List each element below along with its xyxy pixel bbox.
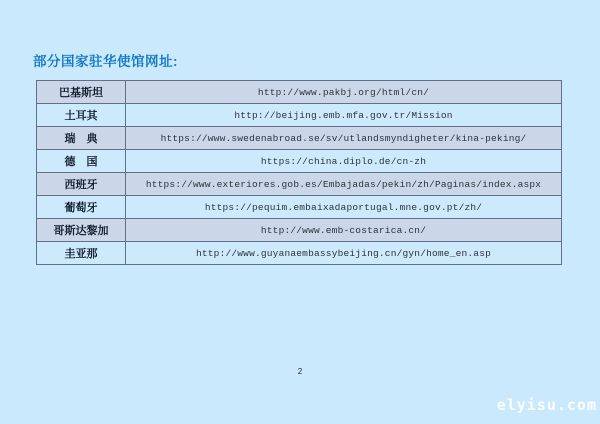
table-row xyxy=(37,81,562,104)
country-cell: 瑞 典 xyxy=(37,127,126,150)
table-row xyxy=(37,104,562,127)
country-cell: 西班牙 xyxy=(37,173,126,196)
url-cell[interactable]: http://www.emb-costarica.cn/ xyxy=(126,219,562,242)
embassy-table xyxy=(36,80,562,265)
url-cell[interactable]: https://pequim.embaixadaportugal.mne.gov.pt/zh/ xyxy=(126,196,562,219)
country-cell: 土耳其 xyxy=(37,104,126,127)
url-cell[interactable]: http://beijing.emb.mfa.gov.tr/Mission xyxy=(126,104,562,127)
country-cell: 圭亚那 xyxy=(37,242,126,265)
country-cell: 哥斯达黎加 xyxy=(37,219,126,242)
url-cell[interactable]: http://www.pakbj.org/html/cn/ xyxy=(126,81,562,104)
table-row xyxy=(37,219,562,242)
table-row xyxy=(37,173,562,196)
table-row xyxy=(37,242,562,265)
page-number: 2 xyxy=(297,367,303,376)
table-row xyxy=(37,127,562,150)
table-row xyxy=(37,150,562,173)
watermark: elyisu.com xyxy=(496,396,597,414)
table-row xyxy=(37,196,562,219)
url-cell[interactable]: https://www.swedenabroad.se/sv/utlandsmyndigheter/kina-peking/ xyxy=(126,127,562,150)
country-cell: 德 国 xyxy=(37,150,126,173)
url-cell[interactable]: https://china.diplo.de/cn-zh xyxy=(126,150,562,173)
country-cell: 葡萄牙 xyxy=(37,196,126,219)
url-cell[interactable]: http://www.guyanaembassybeijing.cn/gyn/home_en.asp xyxy=(126,242,562,265)
page-title: 部分国家驻华使馆网址: xyxy=(33,54,178,69)
country-cell: 巴基斯坦 xyxy=(37,81,126,104)
url-cell[interactable]: https://www.exteriores.gob.es/Embajadas/pekin/zh/Paginas/index.aspx xyxy=(126,173,562,196)
